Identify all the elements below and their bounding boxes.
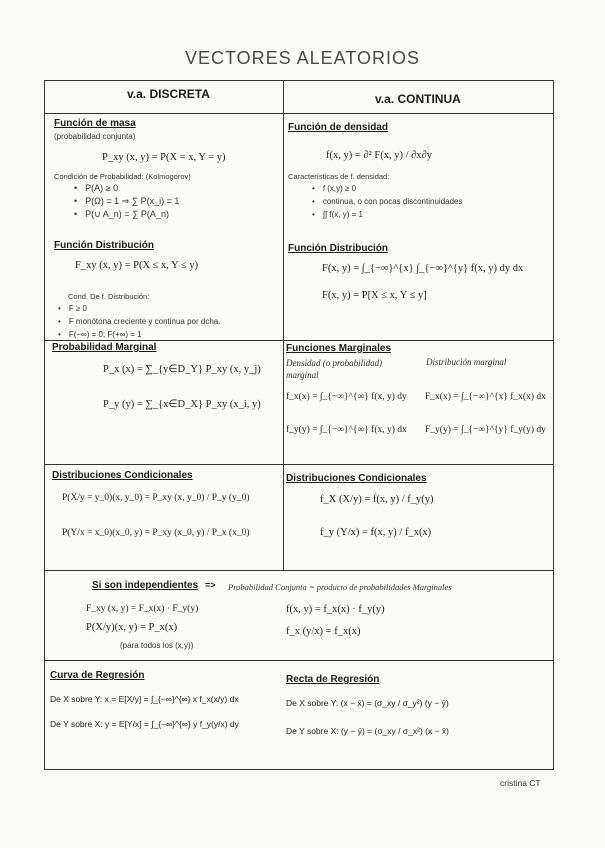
continuous-distribution-formula: F(x, y) = ∫_{−∞}^{x} ∫_{−∞}^{y} f(x, y) dy dx — [322, 263, 524, 274]
kolmogorov-label: Condición de Probabilidad: (Kolmogorov) — [54, 172, 191, 181]
density-conditions-label: Características de f. densidad: — [288, 172, 390, 181]
conditional-y-formula: P(Y/x = x_0)(x_0, y) = P_xy (x_0, y) / P_x (x_0) — [62, 528, 250, 538]
independence-continuous-conditional: f_x (y/x) = f_x(x) — [286, 626, 361, 637]
distribution-condition: • F ≥ 0 — [58, 304, 87, 313]
independence-discrete-conditional: P(X/y)(x, y) = P_x(x) — [86, 622, 178, 633]
regression-line-heading: Recta de Regresión — [286, 674, 380, 685]
continuous-conditional-heading: Distribuciones Condicionales — [286, 473, 427, 484]
continuous-distribution-heading: Función Distribución — [288, 243, 388, 254]
independence-heading: Si son independientes — [92, 580, 199, 591]
marginal-density-fy: f_y(y) = ∫_{−∞}^{∞} f(x, y) dx — [286, 425, 407, 435]
density-condition: • continua, o con pocas discontinuidades — [312, 197, 462, 206]
continuous-marginal-heading: Funciones Marginales — [286, 343, 392, 354]
conditional-x-formula: P(X/y = y_0)(x, y_0) = P_xy (x, y_0) / P_y (y_0) — [62, 493, 250, 503]
continuous-distribution-probability: F(x, y) = P[X ≤ x, Y ≤ y] — [322, 290, 427, 301]
mass-function-subheading: (probabilidad conjunta) — [54, 132, 136, 141]
independence-note: Probabilidad Conjunta = producto de probabilidades Marginales — [228, 582, 452, 592]
density-condition: • ∫∫ f(x, y) = 1 — [312, 210, 363, 219]
distribution-condition: • F(−∞) = 0; F(+∞) = 1 — [58, 330, 142, 339]
conditional-fx-formula: f_X (X/y) = f(x, y) / f_y(y) — [320, 494, 434, 505]
mass-function-heading: Función de masa — [54, 118, 136, 129]
column-divider — [283, 80, 284, 570]
page-title: VECTORES ALEATORIOS — [184, 48, 421, 68]
density-function-heading: Función de densidad — [288, 122, 389, 133]
distribution-conditions-label: Cond. De f. Distribución: — [68, 292, 150, 301]
conditional-fy-formula: f_y (Y/x) = f(x, y) / f_x(x) — [320, 527, 432, 538]
marginal-distribution-Fy: F_y(y) = ∫_{−∞}^{y} f_y(y) dy — [425, 425, 546, 435]
marginal-distribution-Fx: F_x(x) = ∫_{−∞}^{x} f_x(x) dx — [425, 392, 546, 402]
row-divider — [44, 113, 554, 114]
discrete-distribution-heading: Función Distribución — [54, 240, 154, 251]
continuous-column-header: v.a. CONTINUA — [375, 92, 461, 106]
discrete-distribution-formula: F_xy (x, y) = P(X ≤ x, Y ≤ y) — [75, 260, 199, 271]
marginal-distribution-label: Distribución marginal — [426, 357, 507, 367]
regression-line-x: De X sobre Y: (x − x̄) = (σ_xy / σ_y²) (y − ȳ) — [286, 698, 449, 708]
discrete-conditional-heading: Distribuciones Condicionales — [52, 470, 193, 481]
kolmogorov-condition: • P(∪ A_n) = ∑ P(A_n) — [74, 209, 169, 220]
row-divider — [44, 570, 554, 571]
implies-arrow: => — [205, 580, 216, 590]
distribution-condition: • F monótona creciente y continua por dcha. — [58, 317, 220, 326]
kolmogorov-condition: • P(Ω) = 1 ⇒ ∑ P(x_i) = 1 — [74, 196, 179, 207]
row-divider — [44, 660, 554, 661]
independence-discrete-note: (para todos los (x,y)) — [120, 641, 194, 650]
marginal-py-formula: P_y (y) = ∑_{x∈D_X} P_xy (x_i, y) — [103, 399, 261, 410]
regression-curve-y: De Y sobre X: y = E[Y/x] = ∫_{−∞}^{∞} y f_y(y/x) dy — [50, 719, 239, 729]
kolmogorov-condition: • P(A) ≥ 0 — [74, 183, 118, 193]
row-divider — [44, 340, 554, 341]
regression-curve-heading: Curva de Regresión — [50, 670, 145, 681]
marginal-density-label: Densidad (o probabilidad) marginal — [286, 358, 383, 380]
regression-curve-x: De X sobre Y: x = E[X/y] = ∫_{−∞}^{∞} x f_x(x/y) dx — [50, 694, 239, 704]
independence-continuous-joint: f(x, y) = f_x(x) · f_y(y) — [286, 604, 385, 615]
discrete-column-header: v.a. DISCRETA — [127, 87, 210, 101]
discrete-marginal-heading: Probabilidad Marginal — [52, 342, 157, 353]
independence-discrete-joint: F_xy (x, y) = F_x(x) · F_y(y) — [86, 604, 199, 614]
regression-line-y: De Y sobre X: (y − ȳ) = (σ_xy / σ_x²) (x − x̄) — [286, 726, 449, 736]
row-divider — [44, 464, 554, 465]
mass-function-formula: P_xy (x, y) = P(X = x, Y = y) — [102, 152, 226, 163]
marginal-px-formula: P_x (x) = ∑_{y∈D_Y} P_xy (x, y_j) — [103, 364, 261, 375]
author-signature: cristina CT — [500, 778, 541, 788]
density-condition: • f (x,y) ≥ 0 — [312, 184, 356, 193]
marginal-density-fx: f_x(x) = ∫_{−∞}^{∞} f(x, y) dy — [286, 392, 407, 402]
density-function-formula: f(x, y) = ∂² F(x, y) / ∂x∂y — [326, 150, 432, 161]
